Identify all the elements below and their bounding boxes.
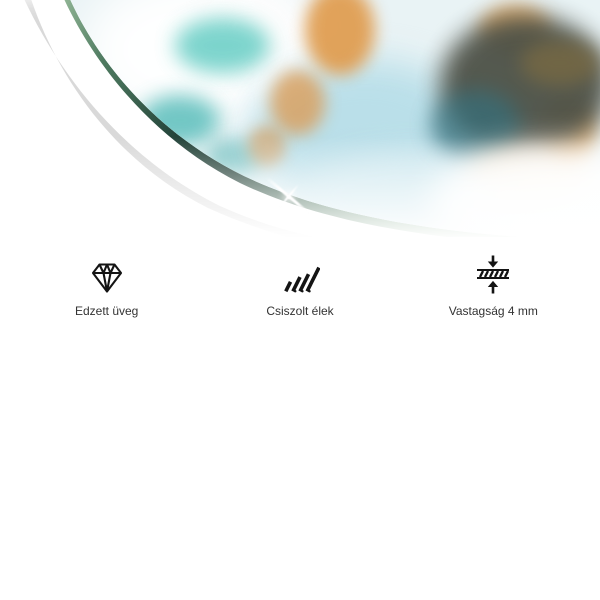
diamond-icon xyxy=(87,250,127,296)
feature-label: Vastagság 4 mm xyxy=(448,304,538,318)
marble-blob xyxy=(175,18,270,73)
feature-polished-edges xyxy=(203,250,396,318)
feature-label: Csiszolt élek xyxy=(266,304,334,318)
polished-edges-icon xyxy=(280,250,320,296)
sparkle-core xyxy=(287,195,291,199)
marble-blob xyxy=(520,40,600,86)
feature-tempered-glass xyxy=(10,250,203,318)
thickness-icon xyxy=(474,250,512,296)
feature-thickness xyxy=(397,250,590,318)
product-photo xyxy=(0,0,600,237)
feature-label: Edzett üveg xyxy=(74,304,139,318)
sparkle-highlight xyxy=(259,167,319,227)
marble-blob xyxy=(270,70,325,135)
